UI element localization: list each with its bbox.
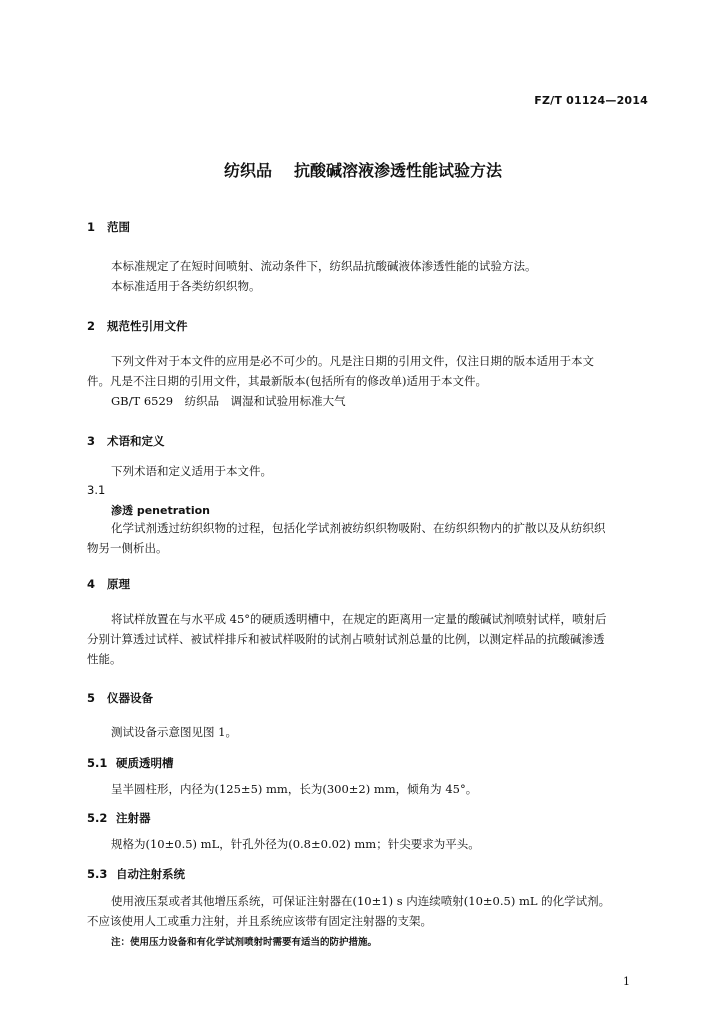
section-title: 规范性引用文件 [107, 319, 188, 333]
section-2-line-1: 下列文件对于本文件的应用是必不可少的。凡是注日期的引用文件，仅注日期的版本适用于本文 [111, 354, 594, 368]
section-4-line-2: 分别计算透过试样、被试样排斥和被试样吸附的试剂占喷射试剂总量的比例，以测定样品的抗酸碱渗透 [87, 632, 605, 646]
section-2-line-2: 件。凡是不注日期的引用文件，其最新版本(包括所有的修改单)适用于本文件。 [87, 374, 487, 388]
section-1-para-1: 本标准规定了在短时间喷射、流动条件下，纺织品抗酸碱液体渗透性能的试验方法。 [111, 259, 537, 273]
section-number: 3 [87, 434, 96, 448]
standard-code: FZ/T 01124—2014 [534, 94, 648, 107]
section-1-heading [87, 219, 130, 235]
title-part2: 抗酸碱溶液渗透性能试验方法 [294, 161, 503, 180]
subsection-5-1-heading [87, 755, 174, 771]
section-title: 仪器设备 [107, 691, 153, 705]
section-title: 自动注射系统 [116, 867, 185, 881]
section-4-heading [87, 576, 130, 592]
section-title: 原理 [107, 577, 130, 591]
section-2-heading [87, 318, 188, 334]
section-number: 5.2 [87, 811, 108, 825]
safety-note: 注：使用压力设备和有化学试剂喷射时需要有适当的防护措施。 [111, 937, 378, 948]
section-number: 5 [87, 691, 96, 705]
section-4-line-1: 将试样放置在与水平成 45°的硬质透明槽中，在规定的距离用一定量的酸碱试剂喷射试样，喷射后 [111, 612, 607, 626]
subsection-5-3-line-2: 不应该使用人工或重力注射，并且系统应该带有固定注射器的支架。 [87, 914, 432, 928]
section-title: 注射器 [116, 811, 151, 825]
section-3-heading [87, 433, 165, 449]
page-number: 1 [623, 975, 630, 988]
section-number: 4 [87, 577, 96, 591]
section-4-line-3: 性能。 [87, 652, 122, 666]
normative-reference: GB/T 6529 纺织品 调湿和试验用标准大气 [111, 394, 346, 408]
section-5-heading [87, 690, 153, 706]
subsection-5-2-heading [87, 810, 151, 826]
section-title: 术语和定义 [107, 434, 165, 448]
section-number: 1 [87, 220, 96, 234]
term-definition-line-2: 物另一侧析出。 [87, 541, 168, 555]
subsection-5-1-text: 呈半圆柱形，内径为(125±5) mm，长为(300±2) mm，倾角为 45°。 [111, 782, 478, 796]
title-part1: 纺织品 [223, 161, 272, 180]
section-number: 5.1 [87, 756, 108, 770]
term-penetration: 渗透 penetration [111, 504, 210, 517]
section-1-para-2: 本标准适用于各类纺织织物。 [111, 279, 261, 293]
subsection-5-3-line-1: 使用液压泵或者其他增压系统，可保证注射器在(10±1) s 内连续喷射(10±0.5) mL 的化学试剂。 [111, 894, 611, 908]
subsection-5-3-heading [87, 866, 185, 882]
term-definition-line-1: 化学试剂透过纺织织物的过程，包括化学试剂被纺织织物吸附、在纺织织物内的扩散以及从纺织织 [111, 521, 606, 535]
section-number: 2 [87, 319, 96, 333]
section-3-para-1: 下列术语和定义适用于本文件。 [111, 464, 272, 478]
section-title: 范围 [107, 220, 130, 234]
document-title [0, 158, 726, 181]
section-number: 5.3 [87, 867, 108, 881]
subsection-5-2-text: 规格为(10±0.5) mL，针孔外径为(0.8±0.02) mm；针尖要求为平头。 [111, 837, 480, 851]
section-5-para-1: 测试设备示意图见图 1。 [111, 725, 237, 739]
subsection-3-1-number: 3.1 [87, 483, 106, 497]
section-title: 硬质透明槽 [116, 756, 174, 770]
